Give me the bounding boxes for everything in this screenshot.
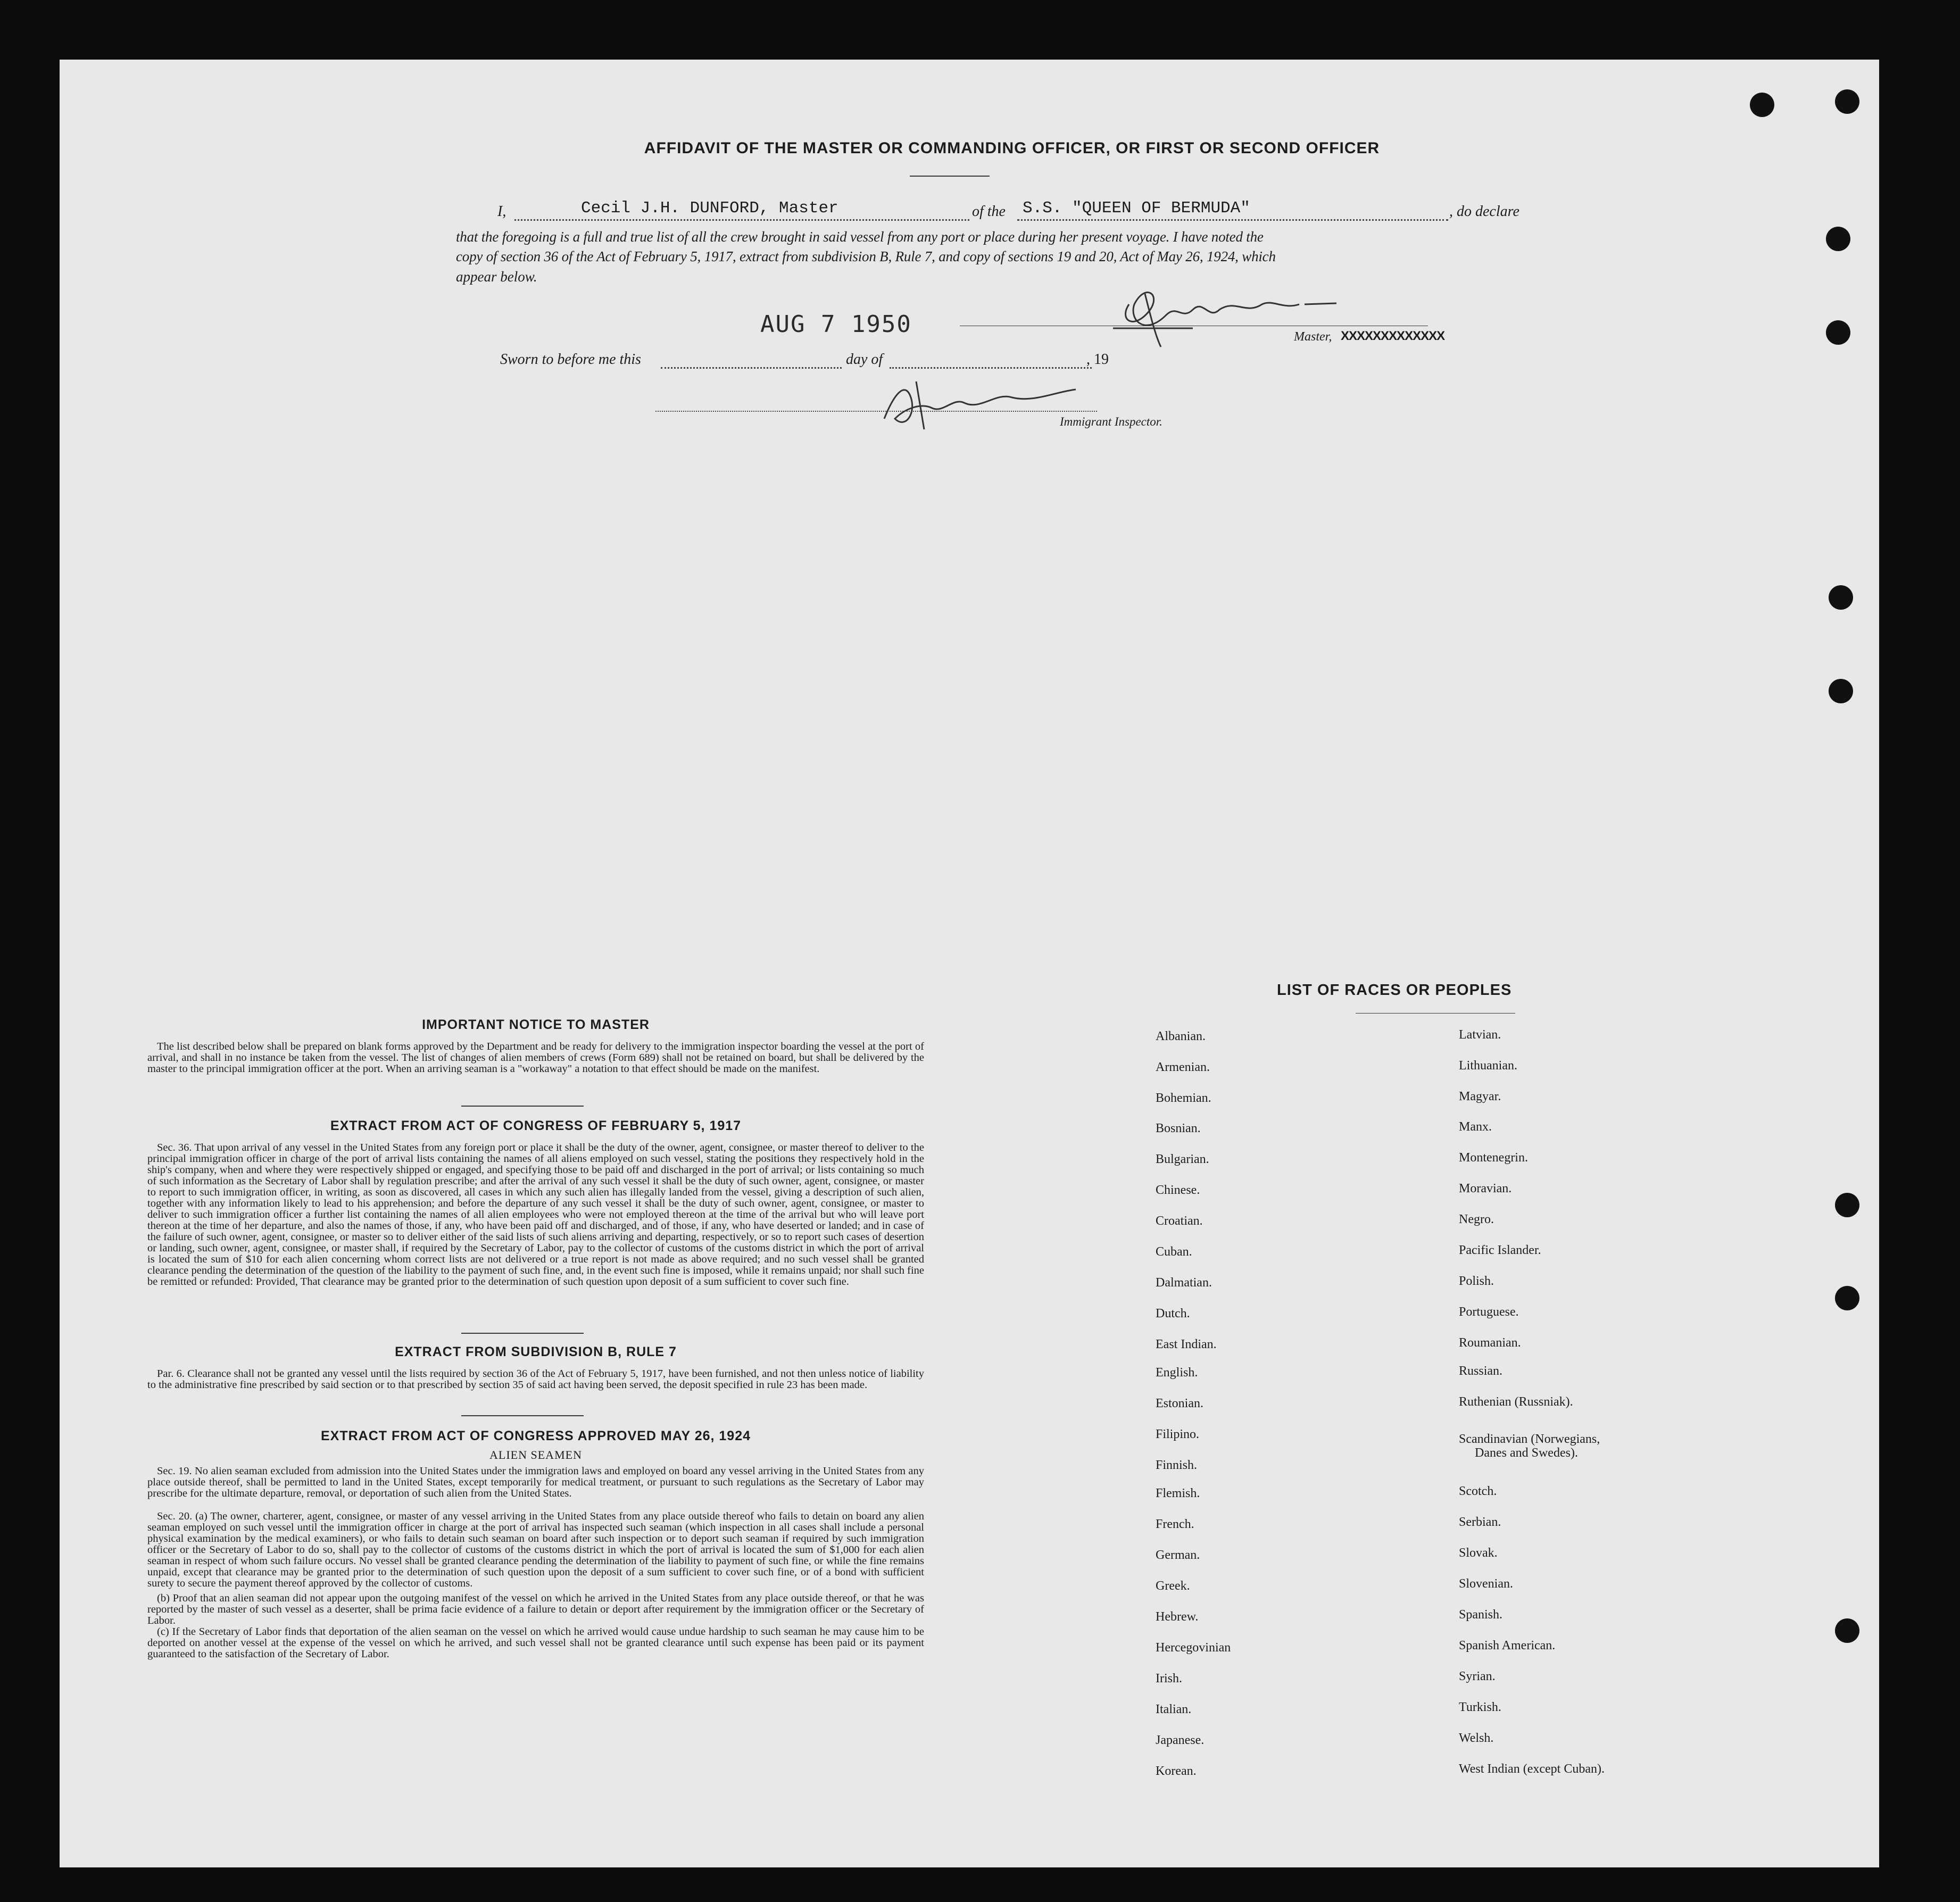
race-item: Negro. bbox=[1459, 1212, 1494, 1226]
race-item: Cuban. bbox=[1156, 1245, 1192, 1259]
extract-1917-text: Sec. 36. That upon arrival of any vessel in the United States from any foreign port or place it shall be the duty of the owner, agent, consignee, or master thereof to deliver to the principal immigration officer in charge of the port of arrival lists containing the names of all aliens employed on such vessel, stating the positions they respectively hold in the ship's company, when and where they were respectively shipped or engaged, and specifying those to be paid off and discharged in the port of arrival; or lists containing so much of such information as the Secretary of Labor shall by regulation prescribe; and after the arrival of any such vessel it shall be the duty of such owner, agent, consignee, or master to report to such immigration officer, in writing, as soon as discovered, all cases in which any such alien has illegally landed from the vessel, giving a description of such alien, together with any information likely to lead to his apprehension; and before the departure of any such vessel it shall be the duty of such owner, agent, consignee, or master to deliver to such immigration officer a further list containing the names of all alien employees who were not employed thereon at the time of the arrival but who will leave port thereon at the time of her departure, and also the names of those, if any, who have been paid off and discharged, and of those, if any, who have deserted or landed; and in case of the failure of such owner, agent, consignee, or master so to deliver either of the said lists of such aliens arriving and departing, respectively, or so to report such cases of desertion or landing, such owner, agent, consignee, or master shall, if required by the Secretary of Labor, pay to the collector of customs of the customs district in which the port of arrival is located the sum of $10 for each alien concerning whom correct lists are not delivered or a true report is not made as above required; and no such vessel shall be granted clearance pending the determination of the question of the liability to the payment of such fine, and, in the event such fine is imposed, while it remains unpaid; nor shall such fine be remitted or refunded: Provided, That clearance may be granted prior to the determination of such question upon deposit of a sum sufficient to cover such fine. bbox=[147, 1142, 924, 1288]
race-item: West Indian (except Cuban). bbox=[1459, 1762, 1605, 1776]
notice-title: IMPORTANT NOTICE TO MASTER bbox=[422, 1017, 650, 1032]
race-item: Albanian. bbox=[1156, 1029, 1206, 1043]
race-item: Italian. bbox=[1156, 1702, 1192, 1716]
race-item: Filipino. bbox=[1156, 1427, 1200, 1441]
punch-hole bbox=[1826, 227, 1850, 251]
race-item: Welsh. bbox=[1459, 1731, 1494, 1745]
race-item: Polish. bbox=[1459, 1274, 1494, 1288]
race-item: Russian. bbox=[1459, 1364, 1503, 1378]
race-item: Croatian. bbox=[1156, 1214, 1203, 1228]
declarant-line bbox=[514, 219, 969, 221]
section-rule bbox=[461, 1333, 584, 1334]
inspector-line bbox=[655, 411, 1097, 412]
race-item: Dalmatian. bbox=[1156, 1276, 1212, 1290]
race-item: Slovenian. bbox=[1459, 1577, 1513, 1591]
vessel-line bbox=[1017, 219, 1448, 221]
race-item: Slovak. bbox=[1459, 1546, 1498, 1560]
extract-1924-subtitle: ALIEN SEAMEN bbox=[489, 1448, 582, 1461]
race-item: French. bbox=[1156, 1517, 1194, 1531]
race-item: Scotch. bbox=[1459, 1484, 1497, 1498]
notice-text: The list described below shall be prepared on blank forms approved by the Department and be ready for delivery to the immigration inspector boarding the vessel at the port of arrival, and shall in no instance be taken from the vessel. The list of changes of alien members of crews (Form 689) shall not be retained on board, but shall be delivered by the master to the principal immigration officer at the port. When an arriving seaman is a "workaway" a notation to that effect should be made on the manifest. bbox=[147, 1041, 924, 1075]
race-item: Manx. bbox=[1459, 1120, 1492, 1134]
race-item: Japanese. bbox=[1156, 1733, 1205, 1747]
races-title: LIST OF RACES OR PEOPLES bbox=[1277, 982, 1512, 999]
punch-hole bbox=[1750, 93, 1774, 117]
document-page bbox=[60, 60, 1879, 1867]
race-item: Bulgarian. bbox=[1156, 1152, 1209, 1166]
punch-hole bbox=[1829, 679, 1853, 703]
race-item: Ruthenian (Russniak). bbox=[1459, 1395, 1573, 1409]
year-prefix: , 19 bbox=[1086, 351, 1109, 368]
affidavit-title: AFFIDAVIT OF THE MASTER OR COMMANDING OFFICER, OR FIRST OR SECOND OFFICER bbox=[644, 139, 1380, 157]
race-item: Irish. bbox=[1156, 1672, 1182, 1685]
punch-hole bbox=[1835, 1618, 1859, 1643]
master-struck-text: XXXXXXXXXXXXX bbox=[1341, 329, 1445, 343]
race-item: Flemish. bbox=[1156, 1486, 1200, 1500]
declaration-line-1: that the foregoing is a full and true list of all the crew brought in said vessel from any port or place during her present voyage. I have noted the bbox=[456, 229, 1264, 245]
extract-1924-sec20c: (c) If the Secretary of Labor finds that deportation of the alien seaman on the vessel on which he arrived would cause undue hardship to such seaman he may cause him to be deported on another vessel at the expense of the vessel on which he arrived, and such vessel shall not be granted clearance until such expense has been paid or its payment guaranteed to the satisfaction of the Secretary of Labor. bbox=[147, 1626, 924, 1660]
races-title-rule bbox=[1356, 1013, 1515, 1014]
i-label: I, bbox=[497, 203, 506, 220]
race-item: German. bbox=[1156, 1548, 1200, 1562]
race-item: Lithuanian. bbox=[1459, 1059, 1517, 1073]
extract-1924-sec20a: Sec. 20. (a) The owner, charterer, agent, consignee, or master of any vessel arriving in the United States from any place outside thereof who fails to detain on board any alien seaman employed on such vessel until the immigration officer in charge at the port of arrival has inspected such seaman (which inspection in all cases shall include a personal physical examination by the medical examiners), or who fails to detain such seaman on board after such inspection or to deport such seaman if required by such immigration officer or the Secretary of Labor to do so, shall pay to the collector of customs of the customs district in which the port of arrival is located the sum of $1,000 for each alien seaman in respect of whom such failure occurs. No vessel shall be granted clearance pending the determination of the liability to payment of such fine, or while the fine remains unpaid, except that clearance may be granted prior to the determination of such question upon the deposit of a sum sufficient to cover such fine, or of a bond with sufficient surety to secure the payment thereof approved by the collector of customs. bbox=[147, 1510, 924, 1589]
declaration-line-3: appear below. bbox=[456, 269, 537, 285]
race-item: Syrian. bbox=[1459, 1670, 1496, 1683]
extract-1924-title: EXTRACT FROM ACT OF CONGRESS APPROVED MAY 26, 1924 bbox=[320, 1428, 751, 1443]
sworn-label: Sworn to before me this bbox=[500, 351, 641, 368]
punch-hole bbox=[1826, 320, 1850, 345]
race-item: Hercegovinian bbox=[1156, 1641, 1231, 1655]
declarant-name: Cecil J.H. DUNFORD, Master bbox=[581, 199, 838, 218]
race-item: Roumanian. bbox=[1459, 1336, 1521, 1350]
race-item: Dutch. bbox=[1156, 1307, 1190, 1320]
race-item: Spanish. bbox=[1459, 1608, 1503, 1622]
sworn-day-line bbox=[661, 367, 842, 369]
extract-1917-title: EXTRACT FROM ACT OF CONGRESS OF FEBRUARY 5, 1917 bbox=[330, 1118, 742, 1133]
vessel-name: S.S. "QUEEN OF BERMUDA" bbox=[1023, 199, 1250, 218]
race-item: Bohemian. bbox=[1156, 1091, 1211, 1105]
race-item: Armenian. bbox=[1156, 1060, 1210, 1074]
race-item: Chinese. bbox=[1156, 1183, 1200, 1197]
race-item: Spanish American. bbox=[1459, 1639, 1556, 1652]
race-item: Montenegrin. bbox=[1459, 1151, 1528, 1165]
rule7-text: Par. 6. Clearance shall not be granted any vessel until the lists required by section 36 of the Act of February 5, 1917, have been furnished, and not then unless notice of liability to the administrative fine prescribed by said section or to that prescribed by section 35 of said act having been served, the deposit specified in rule 23 has been made. bbox=[147, 1368, 924, 1391]
declaration-line-2: copy of section 36 of the Act of February 5, 1917, extract from subdivision B, Rule 7, and copy of sections 19 and 20, Act of May 26, 1924, which bbox=[456, 248, 1276, 264]
do-declare-label: , do declare bbox=[1449, 203, 1519, 220]
punch-hole bbox=[1835, 1286, 1859, 1310]
master-label: Master, bbox=[1294, 330, 1332, 344]
race-item: Danes and Swedes). bbox=[1475, 1446, 1578, 1460]
date-stamp: AUG 7 1950 bbox=[760, 311, 912, 338]
of-the-label: of the bbox=[972, 203, 1006, 220]
rule7-title: EXTRACT FROM SUBDIVISION B, RULE 7 bbox=[395, 1344, 677, 1359]
race-item: English. bbox=[1156, 1366, 1198, 1380]
race-item: Magyar. bbox=[1459, 1090, 1501, 1103]
race-item: Finnish. bbox=[1156, 1458, 1198, 1472]
section-rule bbox=[461, 1415, 584, 1416]
inspector-label: Immigrant Inspector. bbox=[1060, 415, 1162, 428]
race-item: Scandinavian (Norwegians, bbox=[1459, 1432, 1600, 1446]
race-item: Estonian. bbox=[1156, 1397, 1203, 1410]
extract-1924-sec19: Sec. 19. No alien seaman excluded from admission into the United States under the immigration laws and employed on board any vessel arriving in the United States from any place outside thereof, shall be permitted to land in the United States, except temporarily for medical treatment, or pursuant to such regulations as the Secretary of Labor may prescribe for the ultimate departure, removal, or deportation of such alien from the United States. bbox=[147, 1465, 924, 1499]
punch-hole bbox=[1829, 585, 1853, 610]
race-item: Hebrew. bbox=[1156, 1610, 1199, 1624]
race-item: Latvian. bbox=[1459, 1028, 1501, 1042]
race-item: Korean. bbox=[1156, 1764, 1197, 1778]
race-item: Greek. bbox=[1156, 1579, 1190, 1593]
extract-1924-sec20b: (b) Proof that an alien seaman did not appear upon the outgoing manifest of the vessel on which he arrived in the United States from any place outside thereof, or that he was reported by the master of such vessel as a deserter, shall be prima facie evidence of a failure to detain or deport after requirement by the immigration officer or the Secretary of Labor. bbox=[147, 1592, 924, 1626]
race-item: Turkish. bbox=[1459, 1700, 1501, 1714]
race-item: Pacific Islander. bbox=[1459, 1243, 1541, 1257]
race-item: East Indian. bbox=[1156, 1338, 1217, 1351]
punch-hole bbox=[1835, 1193, 1859, 1217]
race-item: Serbian. bbox=[1459, 1515, 1501, 1529]
race-item: Bosnian. bbox=[1156, 1122, 1201, 1135]
race-item: Moravian. bbox=[1459, 1182, 1512, 1195]
sworn-month-line bbox=[890, 367, 1092, 369]
punch-hole bbox=[1835, 89, 1859, 114]
section-rule bbox=[461, 1106, 584, 1107]
race-item: Portuguese. bbox=[1459, 1305, 1519, 1319]
day-of-label: day of bbox=[846, 351, 883, 368]
title-rule bbox=[910, 176, 990, 177]
